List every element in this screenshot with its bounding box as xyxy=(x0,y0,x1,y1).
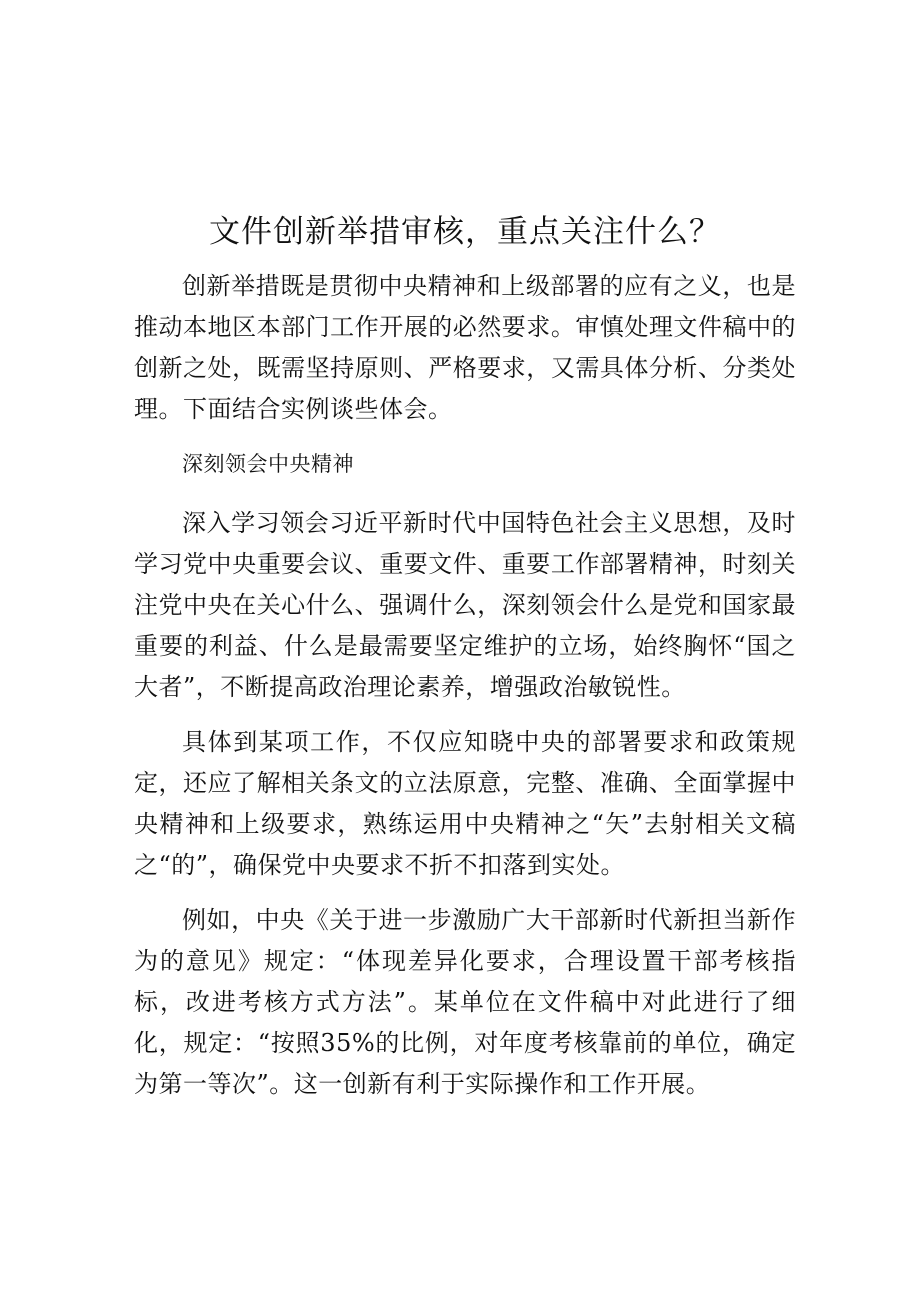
intro-paragraph: 创新举措既是贯彻中央精神和上级部署的应有之义，也是推动本地区本部门工作开展的必然要求。审慎处理文件稿中的创新之处，既需坚持原则、严格要求，又需具体分析、分类处理。下面结合实例谈些体会。 xyxy=(134,272,796,423)
document-body xyxy=(134,266,796,1119)
body-paragraph: 具体到某项工作，不仅应知晓中央的部署要求和政策规定，还应了解相关条文的立法原意，完整、准确、全面掌握中央精神和上级要求，熟练运用中央精神之“矢”去射相关文稿之“的”，确保党中央要求不折不扣落到实处。 xyxy=(134,728,796,879)
section-heading: 深刻领会中央精神 xyxy=(182,452,354,476)
example-paragraph: 例如，中央《关于进一步激励广大干部新时代新担当新作为的意见》规定：“体现差异化要求，合理设置干部考核指标，改进考核方式方法”。某单位在文件稿中对此进行了细化，规定：“按照35%的比例，对年度考核靠前的单位，确定为第一等次”。这一创新有利于实际操作和工作开展。 xyxy=(134,906,796,1098)
document-title: 文件创新举措审核，重点关注什么？ xyxy=(209,214,721,250)
body-paragraph: 深入学习领会习近平新时代中国特色社会主义思想，及时学习党中央重要会议、重要文件、重要工作部署精神，时刻关注党中央在关心什么、强调什么，深刻领会什么是党和国家最重要的利益、什么是最需要坚定维护的立场，始终胸怀“国之大者”，不断提高政治理论素养，增强政治敏锐性。 xyxy=(134,509,796,701)
